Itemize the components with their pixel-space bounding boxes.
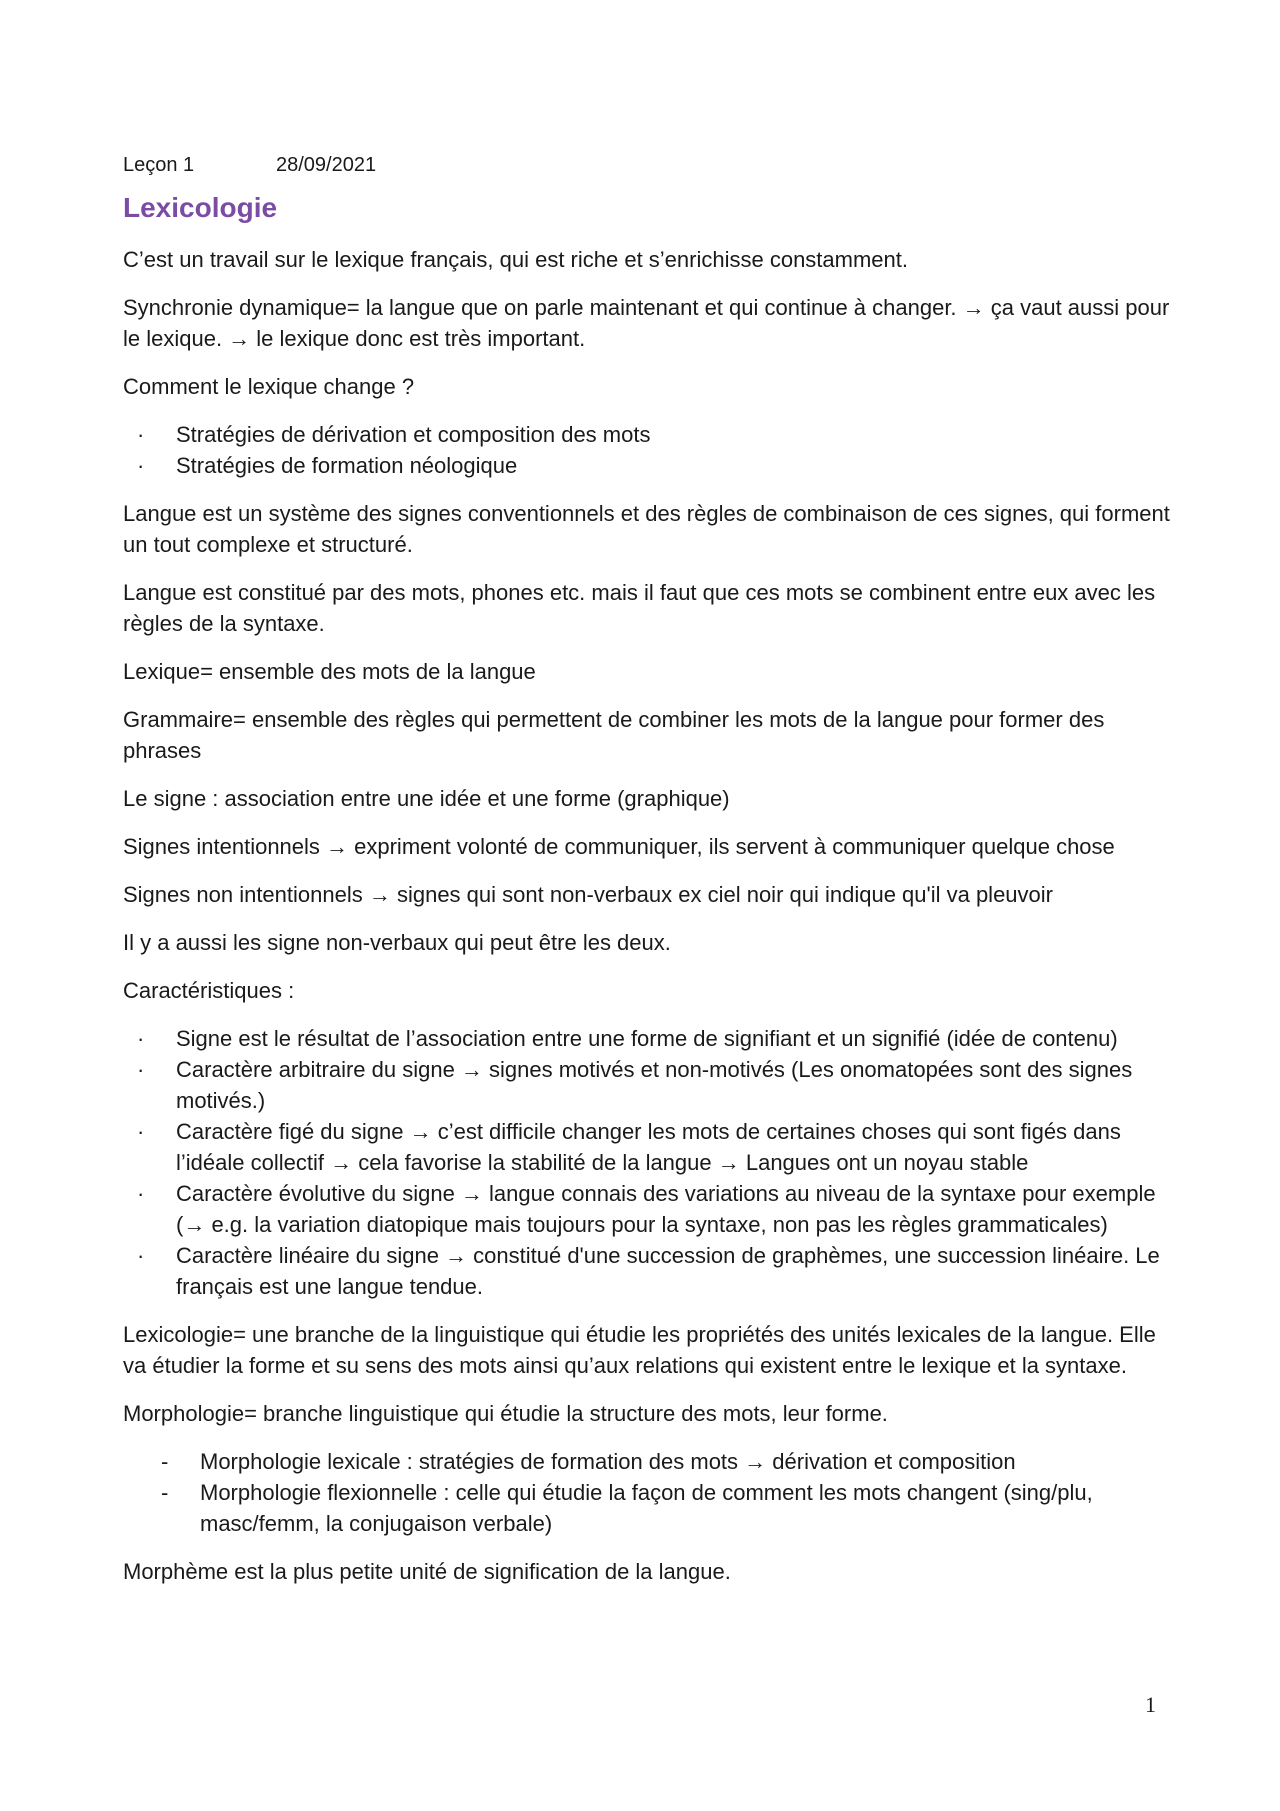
paragraph-langue-systeme: Langue est un système des signes conventionnels et des règles de combinaison de ces signes, qui forment un tout complexe et structuré.	[123, 501, 1170, 557]
paragraph-lexique: Lexique= ensemble des mots de la langue	[123, 659, 536, 684]
paragraph-synchronie: Synchronie dynamique= la langue que on parle maintenant et qui continue à changer. → ça vaut aussi pour le lexique. → le lexique donc est très important.	[123, 295, 1170, 351]
list-item: · Caractère évolutive du signe → langue connais des variations au niveau de la syntaxe pour exemple (→ e.g. la variation diatopique mais toujours pour la syntaxe, non pas les règles grammaticales)	[123, 1178, 1173, 1240]
dash-icon: -	[161, 1449, 169, 1474]
bullet-list-caracteristiques	[123, 1023, 1173, 1302]
paragraph-signe: Le signe : association entre une idée et une forme (graphique)	[123, 786, 730, 811]
bullet-list-strategies	[123, 419, 1173, 481]
bullet-icon: ·	[137, 1057, 145, 1082]
paragraph-lexicologie: Lexicologie= une branche de la linguistique qui étudie les propriétés des unités lexicales de la langue. Elle va étudier la forme et su sens des mots ainsi qu’aux relations qui existent entre le lexique et la syntaxe.	[123, 1322, 1156, 1378]
lesson-date: 28/09/2021	[276, 154, 377, 176]
list-item: - Morphologie lexicale : stratégies de formation des mots → dérivation et composition	[123, 1446, 1173, 1477]
list-item: · Caractère linéaire du signe → constitué d'une succession de graphèmes, une succession linéaire. Le français est une langue tendue.	[123, 1240, 1173, 1302]
page-title: Lexicologie	[123, 192, 278, 223]
paragraph-signes-non-intentionnels: Signes non intentionnels → signes qui sont non-verbaux ex ciel noir qui indique qu'il va pleuvoir	[123, 882, 1053, 907]
paragraph-intro: C’est un travail sur le lexique français, qui est riche et s’enrichisse constamment.	[123, 247, 909, 272]
list-item: · Signe est le résultat de l’association entre une forme de signifiant et un signifié (idée de contenu)	[123, 1023, 1173, 1054]
paragraph-signes-intentionnels: Signes intentionnels → expriment volonté de communiquer, ils servent à communiquer quelque chose	[123, 834, 1115, 859]
paragraph-signes-deux: Il y a aussi les signe non-verbaux qui peut être les deux.	[123, 930, 671, 955]
list-item: · Caractère arbitraire du signe → signes motivés et non-motivés (Les onomatopées sont des signes motivés.)	[123, 1054, 1173, 1116]
paragraph-caracteristiques: Caractéristiques :	[123, 978, 295, 1003]
list-item: · Caractère figé du signe → c’est difficile changer les mots de certaines choses qui sont figés dans l’idéale collectif → cela favorise la stabilité de la langue → Langues ont un noyau stable	[123, 1116, 1173, 1178]
bullet-icon: ·	[137, 1119, 145, 1144]
lesson-label: Leçon 1	[123, 154, 195, 176]
dash-list-morphologie	[123, 1446, 1173, 1539]
bullet-icon: ·	[137, 1026, 145, 1051]
paragraph-morpheme: Morphème est la plus petite unité de signification de la langue.	[123, 1559, 731, 1584]
list-item: · Stratégies de dérivation et composition des mots	[123, 419, 1173, 450]
dash-icon: -	[161, 1480, 169, 1505]
paragraph-grammaire: Grammaire= ensemble des règles qui permettent de combiner les mots de la langue pour former des phrases	[123, 707, 1105, 763]
lesson-header	[123, 150, 1173, 180]
list-item: - Morphologie flexionnelle : celle qui étudie la façon de comment les mots changent (sing/plu, masc/femm, la conjugaison verbale)	[123, 1477, 1173, 1539]
paragraph-question: Comment le lexique change ?	[123, 374, 415, 399]
paragraph-langue-mots: Langue est constitué par des mots, phones etc. mais il faut que ces mots se combinent entre eux avec les règles de la syntaxe.	[123, 580, 1156, 636]
bullet-icon: ·	[137, 1181, 145, 1206]
list-item: · Stratégies de formation néologique	[123, 450, 1173, 481]
paragraph-morphologie: Morphologie= branche linguistique qui étudie la structure des mots, leur forme.	[123, 1401, 888, 1426]
bullet-icon: ·	[137, 453, 145, 478]
document-page	[123, 150, 1173, 1604]
bullet-icon: ·	[137, 1243, 145, 1268]
page-number: 1	[1145, 1692, 1156, 1717]
bullet-icon: ·	[137, 422, 145, 447]
